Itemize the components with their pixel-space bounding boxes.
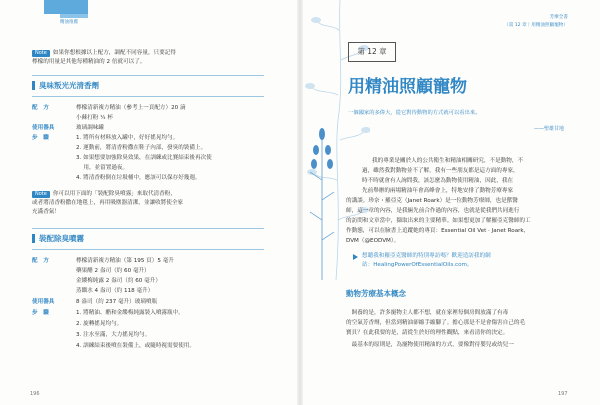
tools-value: 玻璃調味罐 xyxy=(76,125,104,131)
note-line: 或者將清香粉撒在地毯上，再用吸塵器清潔，並讓收將使全家 xyxy=(32,200,184,206)
note-line: 充滿香氣！ xyxy=(32,209,60,215)
tip-line: 想聽我和羅亞克醫師的特別專訪嗎？歡迎造訪我的網 xyxy=(362,253,491,259)
steps-label: 步 驟 xyxy=(32,135,49,141)
ingredients-label: 配 方 xyxy=(32,258,49,264)
tools-value: 8 盎司（約 237 毫升）玻璃噴瓶 xyxy=(76,299,158,305)
note-line: 檸檬的用量是其他每種精油的 2 倍就可以了。 xyxy=(32,59,146,65)
step-item: 2. 運動前，將清香粉撒在鞋子內部，發臭的裝備上。 xyxy=(76,145,207,151)
note-line: 你可以用下面的「裝配除臭噴霧」來取代清香粉， xyxy=(52,191,176,197)
body-line: 作動態，可以在臉書上追蹤她的專頁：Essential Oil Vet · Janet Roark, xyxy=(346,228,526,234)
step-item: 1. 將精油、醋和金縷梅純露裝入噴霧瓶中。 xyxy=(76,310,184,316)
epigraph-author: ——聖雄甘地 xyxy=(534,126,565,132)
body-line: DVM（@EODVM）。 xyxy=(346,238,400,244)
body-line: 過，雖然我對動物並不了解，我有一些朋友都是這方面的專家， xyxy=(362,168,519,174)
step-item: 1. 將所有材料放入罐中，好好搖晃均勻。 xyxy=(76,135,179,141)
divider xyxy=(32,249,264,250)
body-line: 的空氣芳香劑，但當到精油卻縮手縮腳了。擔心那是不是會傷害自己的毛 xyxy=(346,320,526,326)
body-line: 寶貝？在此我要的是，請從生於好的理性觀點，來看清你的決定。 xyxy=(346,330,509,336)
body-line: 的講談。珍奈・羅亞克（Janet Roark）是一位動物芳療師，也是獸醫 xyxy=(346,198,518,204)
step-item: 用，並留置過夜。 xyxy=(76,165,129,171)
divider xyxy=(32,228,264,229)
tip-line: 站：HealingPowerOfEssentialOils.com。 xyxy=(362,262,473,268)
section-title: 裝配除臭噴霧 xyxy=(32,234,84,243)
ingredient-item: 檸檬清新複方精油（參考上一頁配方）20 滴 xyxy=(76,105,186,111)
ingredient-item: 檸檬清新複方精油（第 195 頁）5 毫升 xyxy=(76,258,174,264)
divider xyxy=(32,75,264,76)
body-line: 先前舉辦的兩場精油年會高峰會上，特地安排了動物芳療專家 xyxy=(362,188,514,194)
header-tab-bar xyxy=(44,0,88,14)
note-1 xyxy=(32,49,176,57)
header-tab-accent xyxy=(60,14,88,18)
ingredient-item: 小蘇打粉 ¼ 杯 xyxy=(76,115,113,121)
body-line: 我的專業是關於人的公共衛生和精油相關研究，不是動物，不 xyxy=(372,158,524,164)
header-subtitle: 精油推薦 xyxy=(60,20,78,25)
note-tag: Note xyxy=(32,50,50,57)
note-2 xyxy=(32,190,176,198)
chapter-label: 第 12 章 xyxy=(348,42,396,62)
body-line: 時不時就會有人詢問我，該怎麼為動物使用精油，因此，我在 xyxy=(362,178,514,184)
ingredient-item: 蒸餾水 4 盎司（約 118 毫升） xyxy=(76,288,154,294)
tools-label: 使用器具 xyxy=(32,299,55,305)
page-number: 197 xyxy=(558,391,568,397)
epigraph: 一個國家的多偉大，從它對待動物的方式就可以看出來。 xyxy=(348,110,481,116)
section-title: 臭味叛光光清香劑 xyxy=(32,81,99,90)
step-item: 4. 訓練結束後噴在裝備上，或隨時視需要使用。 xyxy=(76,343,195,349)
tools-label: 使用器具 xyxy=(32,125,55,131)
steps-label: 步 驟 xyxy=(32,310,49,316)
body-line: 師，這一章的內容，是我倆先前合作過的內容，也就是從我們共同進行 xyxy=(346,208,520,214)
note-line: 如果你想根據以上配方，調配不同容量，只要記得 xyxy=(52,50,176,56)
ingredients-label: 配 方 xyxy=(32,105,49,111)
running-head-sub: （第 12 章｜用精油照顧寵物） xyxy=(504,23,568,28)
body-line: 的訪問和文章當中，擷取出來的主要精華。如果想更加了解羅亞克醫師的工 xyxy=(346,218,531,224)
section-subtitle: 動物芳療基本概念 xyxy=(346,289,406,298)
step-item: 4. 將清香粉倒在垃圾桶中，應該可以保存好幾週。 xyxy=(76,175,201,181)
chapter-title: 用精油照顧寵物 xyxy=(348,77,467,97)
ingredient-item: 藥果醋 2 盎司（約 60 毫升） xyxy=(76,268,150,274)
ingredient-item: 金縷梅純露 2 盎司（約 60 毫升） xyxy=(76,278,161,284)
step-item: 3. 如果想要加強除臭效果，在訓練或比賽結束後再次使 xyxy=(76,155,212,161)
note-tag: Note xyxy=(32,191,50,198)
tip-arrow-icon xyxy=(352,253,360,261)
page-number: 196 xyxy=(30,391,40,397)
step-item: 3. 注水至滿，大力搖晃均勻。 xyxy=(76,332,151,338)
step-item: 2. 旋轉搖晃均勻。 xyxy=(76,321,123,327)
body-line: 飼養的是，許多寵物主人都不想，就在家裡每個房間放滿了有毒 xyxy=(346,310,509,316)
divider xyxy=(32,96,264,97)
body-line: 最基本的原則是，為寵物使用精油的方式，要像對待嬰兒或幼兒一 xyxy=(346,342,514,348)
running-head: 芳療全書 xyxy=(549,15,568,20)
